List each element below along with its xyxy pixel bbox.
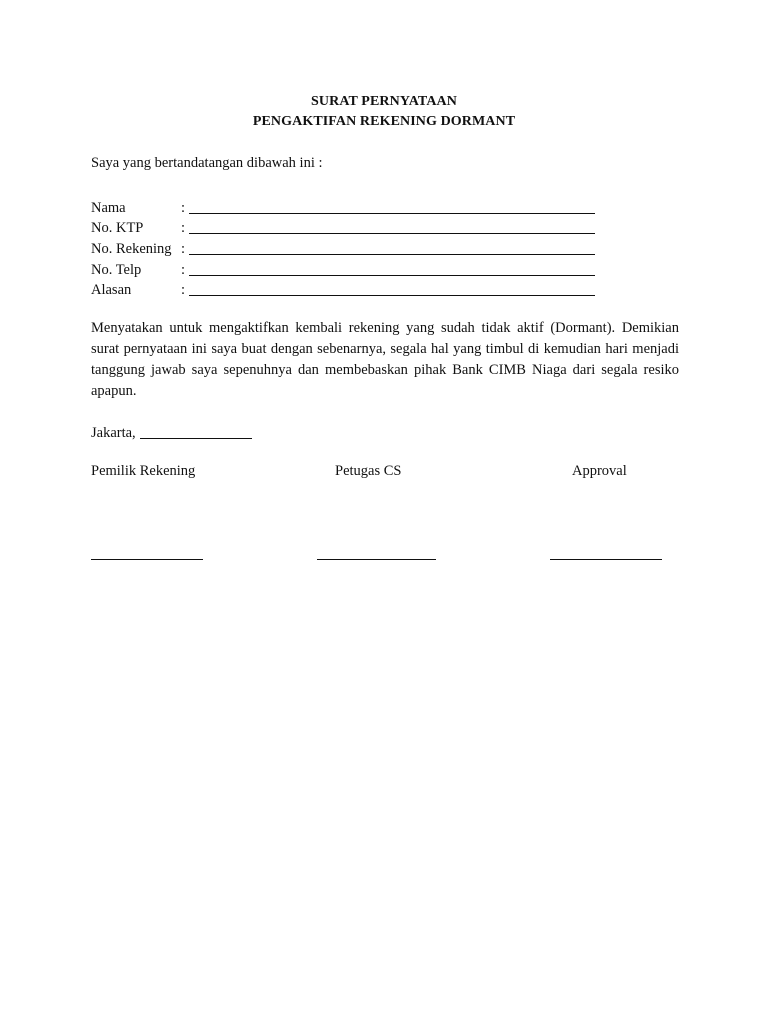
field-label: No. Telp [91, 261, 142, 278]
field-colon: : [181, 282, 186, 299]
intro-text: Saya yang bertandatangan dibawah ini : [91, 155, 323, 171]
alasan-blank-line[interactable] [189, 280, 595, 296]
field-label: No. KTP [91, 220, 144, 237]
field-colon: : [181, 241, 186, 258]
field-label: Alasan [91, 282, 132, 299]
field-colon: : [181, 199, 186, 216]
field-label: No. Rekening [91, 241, 172, 258]
nama-blank-line[interactable] [189, 198, 595, 214]
field-label: Nama [91, 199, 126, 216]
rekening-blank-line[interactable] [189, 239, 595, 255]
telp-blank-line[interactable] [189, 260, 595, 276]
field-row-alasan [91, 279, 611, 300]
document-title: SURAT PERNYATAAN [311, 94, 457, 109]
signature-line-owner[interactable] [91, 559, 203, 560]
place-date [91, 424, 252, 442]
field-row-telp [91, 258, 611, 279]
signatory-label-owner: Pemilik Rekening [91, 463, 196, 479]
field-row-nama [91, 196, 611, 217]
date-blank-line[interactable] [140, 424, 252, 439]
field-colon: : [181, 220, 186, 237]
signature-line-cs[interactable] [317, 559, 436, 560]
field-row-rekening [91, 237, 611, 258]
place-label: Jakarta, [91, 425, 136, 441]
field-colon: : [181, 261, 186, 278]
signatory-label-cs: Petugas CS [335, 463, 402, 479]
statement-paragraph: Menyatakan untuk mengaktifkan kembali rekening yang sudah tidak aktif (Dormant). Demikian surat pernyataan ini saya buat dengan sebenarnya, segala hal yang timbul di kemudian hari menjadi tanggung jawab saya sepenuhnya dan membebaskan pihak Bank CIMB Niaga dari segala resiko apapun. [91, 320, 679, 399]
ktp-blank-line[interactable] [189, 218, 595, 234]
signature-line-approval[interactable] [550, 559, 662, 560]
field-row-ktp [91, 217, 611, 238]
document-subtitle: PENGAKTIFAN REKENING DORMANT [252, 114, 516, 129]
signatory-label-approval: Approval [572, 463, 627, 479]
identity-fields [91, 196, 611, 299]
